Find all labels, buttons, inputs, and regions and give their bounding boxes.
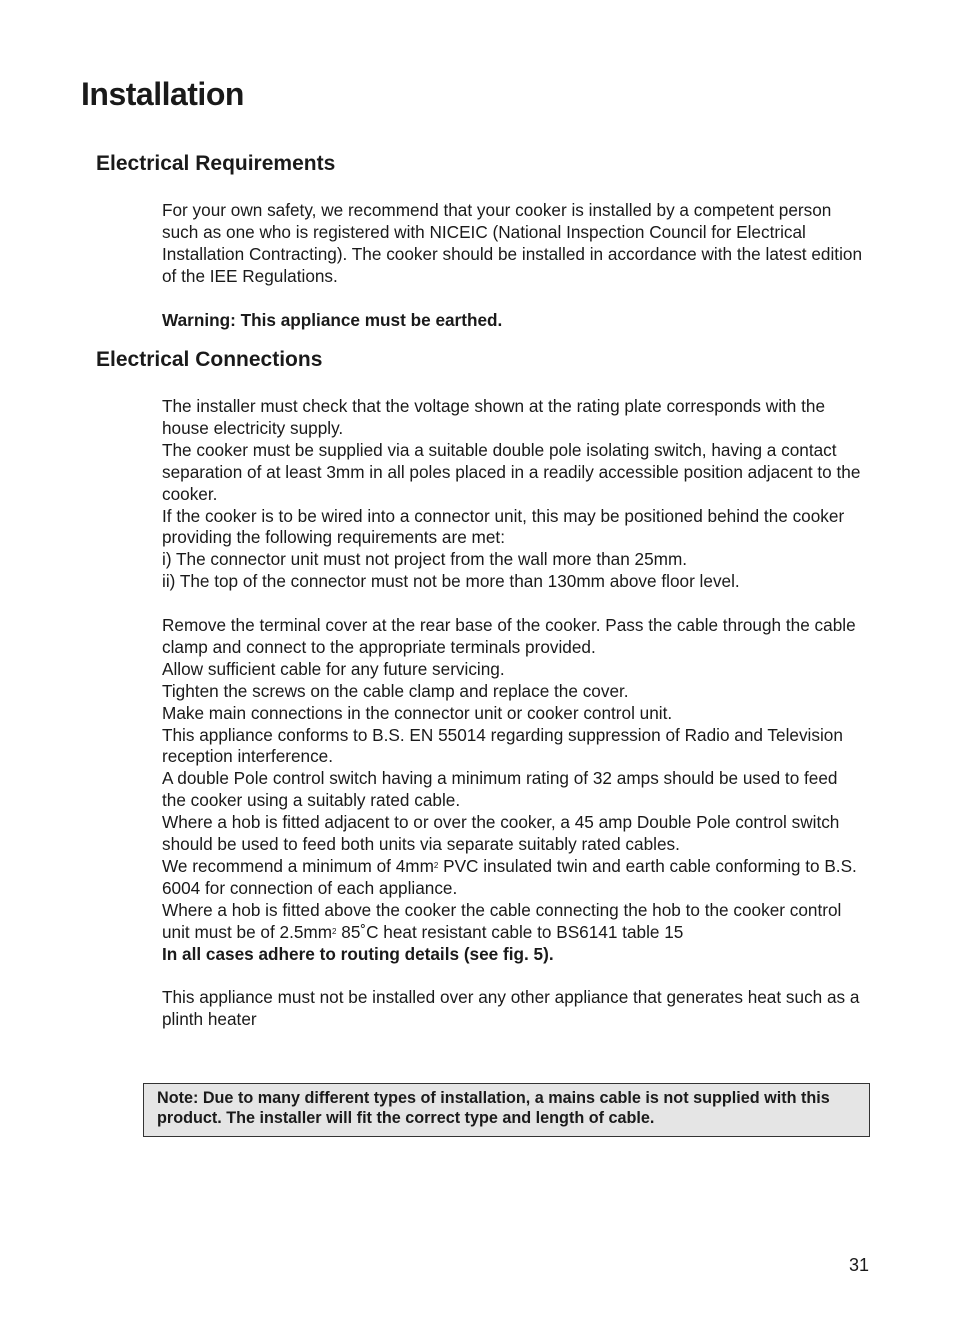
- cable-recommendation-part: PVC insulated twin and earth cable conforming to B.S. 6004 for connection of each appliance.: [162, 856, 857, 898]
- page-number: 31: [849, 1255, 870, 1275]
- terminal-cover-text: Remove the terminal cover at the rear base of the cooker. Pass the cable through the cable clamp and connect to the appropriate terminals provided.: [162, 615, 856, 657]
- requirement-item-2: ii) The top of the connector must not be more than 130mm above floor level.: [162, 571, 740, 592]
- cable-recommendation-text: [162, 856, 862, 900]
- electrical-connections-heading: Electrical Connections: [96, 348, 323, 371]
- hob-above-text: [162, 900, 862, 944]
- isolating-switch-text: The cooker must be supplied via a suitable double pole isolating switch, having a contact separation of at least 3mm in all poles placed in a readily accessible position adjacent to the cooker.: [162, 439, 861, 504]
- safety-paragraph: For your own safety, we recommend that your cooker is installed by a competent person such as one who is registered with NICEIC (National Inspection Council for Electrical Installation Contracting). The cooker should be installed in accordance with the latest edition of the IEE Regulations.: [162, 200, 863, 286]
- page-title: Installation: [81, 76, 244, 112]
- other-appliance-text: This appliance must not be installed over any other appliance that generates heat such as a plinth heater: [162, 987, 860, 1030]
- conformity-text: This appliance conforms to B.S. EN 55014 regarding suppression of Radio and Television reception interference.: [162, 724, 843, 767]
- hob-adjacent-text: Where a hob is fitted adjacent to or over the cooker, a 45 amp Double Pole control switch should be used to feed both units via separate suitably rated cables.: [162, 812, 840, 855]
- cable-recommendation-part: We recommend a minimum of 4mm: [162, 856, 434, 877]
- servicing-text: Allow sufficient cable for any future servicing.: [162, 658, 505, 679]
- note-box: Note: Due to many different types of installation, a mains cable is not supplied with this product. The installer will fit the correct type and length of cable.: [143, 1083, 870, 1137]
- electrical-requirements-body: [162, 200, 862, 331]
- requirement-item-1: i) The connector unit must not project from the wall more than 25mm.: [162, 549, 688, 570]
- routing-instruction: In all cases adhere to routing details (see fig. 5).: [162, 943, 554, 964]
- hob-above-part: Where a hob is fitted above the cooker the cable connecting the hob to the cooker control unit must be of 2.5mm: [162, 899, 842, 942]
- earth-warning: Warning: This appliance must be earthed.: [162, 309, 503, 330]
- electrical-requirements-heading: Electrical Requirements: [96, 152, 336, 175]
- voltage-check-text: The installer must check that the voltage shown at the rating plate corresponds with the house electricity supply.: [162, 396, 826, 438]
- hob-above-part: 85˚C heat resistant cable to BS6141 table 15: [336, 921, 684, 942]
- connector-unit-text: If the cooker is to be wired into a connector unit, this may be positioned behind the cooker providing the following requirements are met:: [162, 505, 845, 548]
- tighten-text: Tighten the screws on the cable clamp and replace the cover.: [162, 680, 629, 701]
- main-connections-text: Make main connections in the connector unit or cooker control unit.: [162, 702, 673, 723]
- superscript: 2: [332, 926, 337, 936]
- electrical-connections-body: [162, 396, 862, 1031]
- superscript: 2: [433, 861, 439, 871]
- control-switch-text: A double Pole control switch having a minimum rating of 32 amps should be used to feed the cooker using a suitably rated cable.: [162, 768, 838, 811]
